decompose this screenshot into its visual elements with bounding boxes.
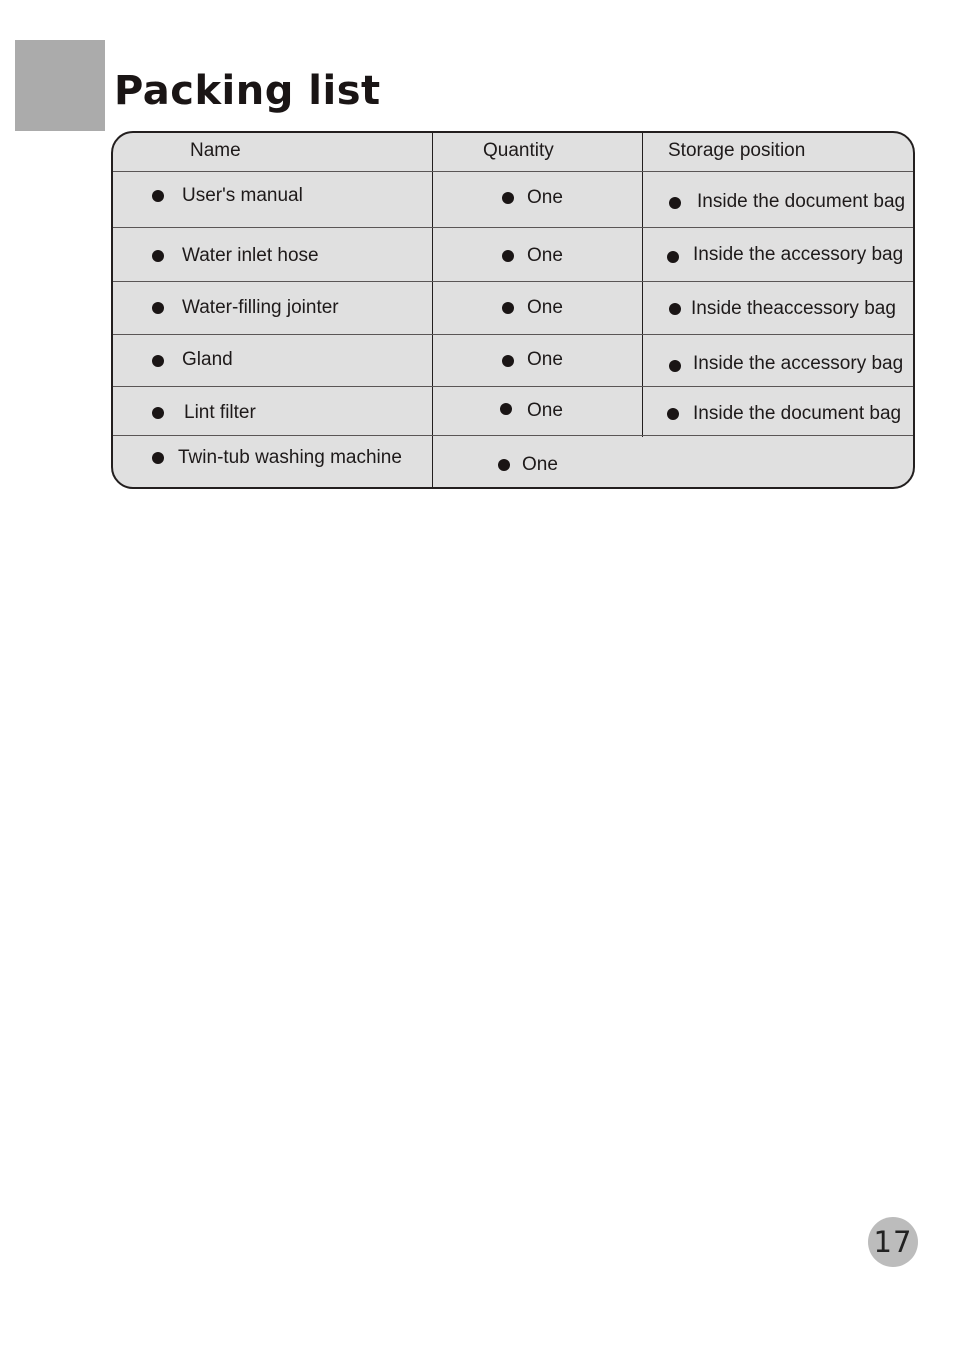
bullet-icon <box>152 302 164 314</box>
row-divider <box>113 386 913 387</box>
row-name: Twin-tub washing machine <box>178 447 402 468</box>
row-divider <box>113 281 913 282</box>
page-title: Packing list <box>114 68 381 114</box>
bullet-icon <box>152 407 164 419</box>
bullet-icon <box>152 452 164 464</box>
row-name: User's manual <box>182 185 303 206</box>
row-quantity: One <box>527 349 563 370</box>
header-quantity: Quantity <box>483 140 554 161</box>
row-quantity: One <box>527 245 563 266</box>
bullet-icon <box>502 250 514 262</box>
row-storage: Inside the document bag <box>693 403 902 424</box>
row-quantity: One <box>527 400 563 421</box>
row-quantity: One <box>527 297 563 318</box>
column-divider <box>432 133 433 487</box>
bullet-icon <box>667 251 679 263</box>
bullet-icon <box>498 459 510 471</box>
row-name: Lint filter <box>184 402 256 423</box>
bullet-icon <box>152 250 164 262</box>
row-storage: Inside the document bag <box>697 191 906 212</box>
bullet-icon <box>669 360 681 372</box>
column-divider <box>642 133 643 437</box>
bullet-icon <box>669 197 681 209</box>
bullet-icon <box>502 192 514 204</box>
row-storage: Inside the accessory bag <box>693 353 904 374</box>
bullet-icon <box>152 190 164 202</box>
bullet-icon <box>502 355 514 367</box>
bullet-icon <box>669 303 681 315</box>
row-name: Water-filling jointer <box>182 297 339 318</box>
bullet-icon <box>502 302 514 314</box>
packing-list-table <box>111 131 915 489</box>
header-storage: Storage position <box>668 140 806 161</box>
row-name: Gland <box>182 349 233 370</box>
page-number-badge <box>868 1217 918 1267</box>
page-number: 17 <box>873 1224 913 1259</box>
corner-decoration <box>15 40 105 131</box>
bullet-icon <box>500 403 512 415</box>
row-quantity: One <box>527 187 563 208</box>
header-name: Name <box>190 140 241 161</box>
row-name: Water inlet hose <box>182 245 319 266</box>
row-divider <box>113 435 913 436</box>
row-storage: Inside the accessory bag <box>693 244 904 265</box>
row-divider <box>113 171 913 172</box>
row-divider <box>113 334 913 335</box>
bullet-icon <box>152 355 164 367</box>
row-divider <box>113 227 913 228</box>
row-quantity: One <box>522 454 558 475</box>
row-storage: Inside theaccessory bag <box>691 298 896 319</box>
bullet-icon <box>667 408 679 420</box>
